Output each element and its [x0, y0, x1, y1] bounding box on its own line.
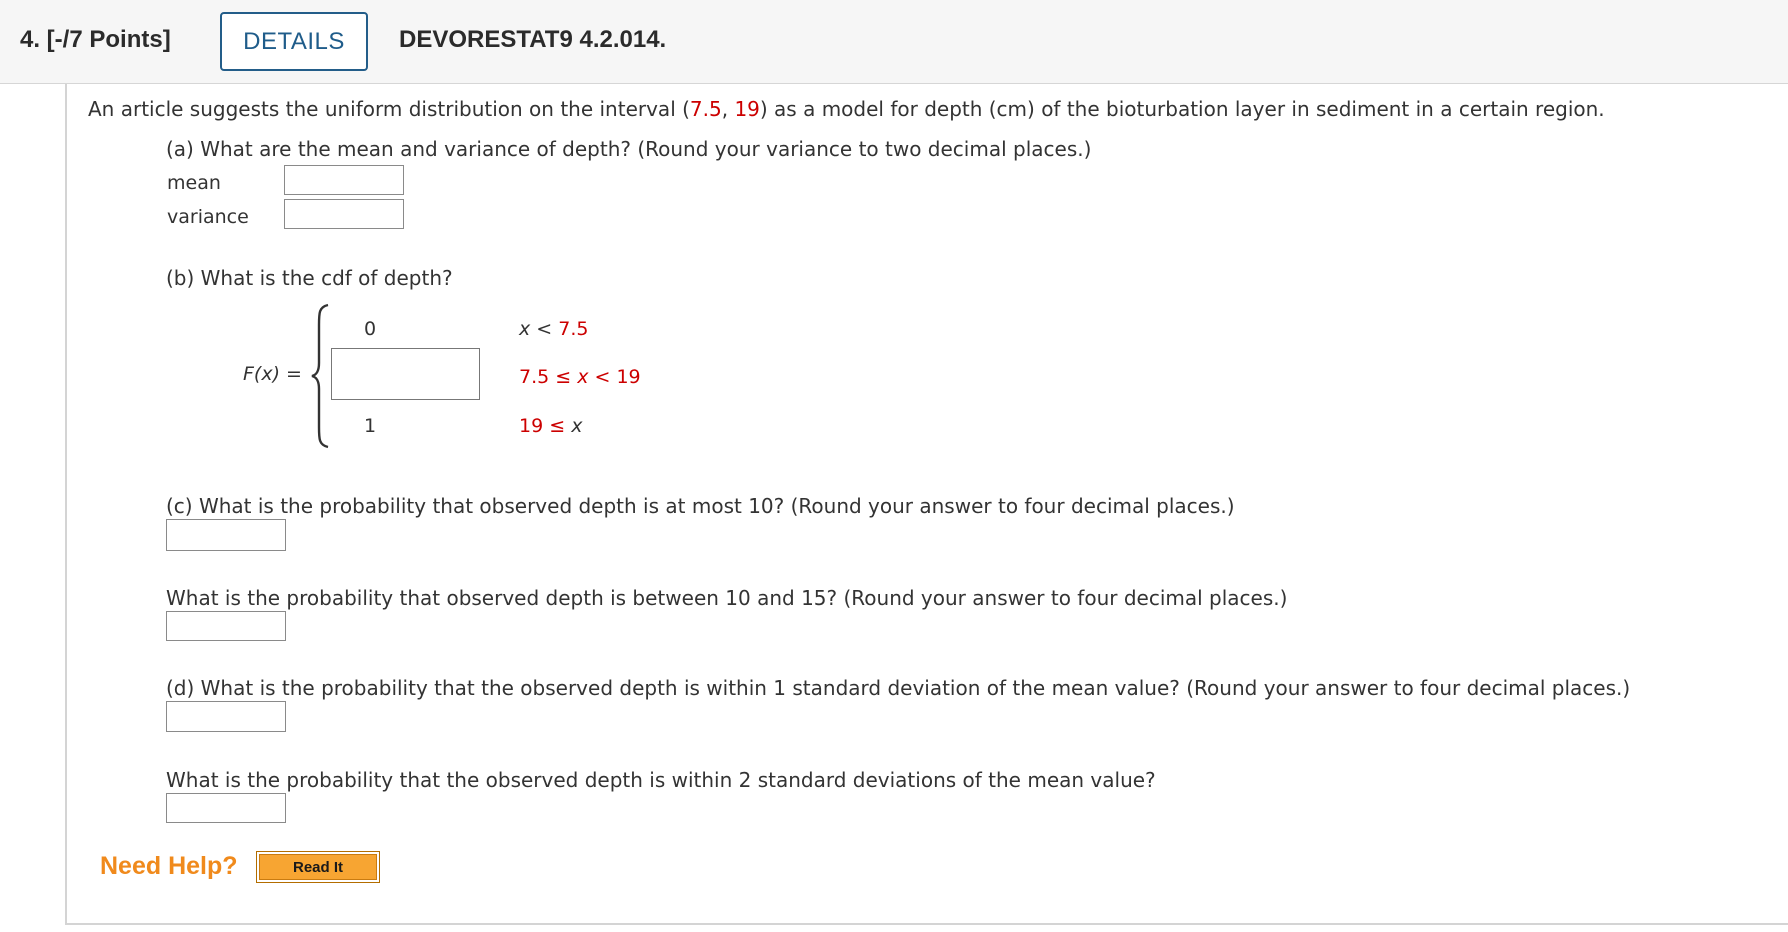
cdf-bound: 7.5: [519, 366, 550, 388]
cdf-row1-value: 0: [364, 318, 377, 340]
question-header: [0, 0, 1788, 84]
part-a-prompt: (a) What are the mean and variance of depth? (Round your variance to two decimal places.): [166, 137, 1092, 161]
cdf-op: <: [530, 318, 559, 340]
prob-within-1sd-input[interactable]: [166, 701, 286, 732]
cdf-bound: 19: [519, 415, 544, 437]
part-d-prompt: (d) What is the probability that the observed depth is within 1 standard deviation of the mean value? (Round your answer to four decimal places.): [166, 676, 1631, 700]
cdf-bound: 7.5: [558, 318, 589, 340]
cdf-op: ≤: [543, 415, 572, 437]
cdf-var: x: [571, 415, 583, 437]
intro-text-part: ) as a model for depth (cm) of the bioturbation layer in sediment in a certain region.: [759, 97, 1605, 121]
fx-label: [243, 363, 302, 385]
intro-comma: ,: [721, 97, 735, 121]
read-it-label: Read It: [259, 854, 377, 880]
mean-input[interactable]: [284, 165, 404, 195]
interval-lower: 7.5: [689, 97, 722, 121]
variance-input[interactable]: [284, 199, 404, 229]
cdf-row2-condition: [519, 366, 641, 388]
part-b-prompt: (b) What is the cdf of depth?: [166, 266, 453, 290]
prob-within-2sd-input[interactable]: [166, 793, 286, 823]
cdf-op: <: [588, 366, 617, 388]
cdf-var: x: [577, 366, 589, 388]
cdf-row3-condition: [519, 415, 582, 437]
question-number: 4. [-/7 Points]: [20, 26, 171, 53]
fx-label-text: F(x) =: [243, 363, 302, 385]
cdf-row1-condition: [519, 318, 588, 340]
part-c-prompt: (c) What is the probability that observed depth is at most 10? (Round your answer to four decimal places.): [166, 494, 1235, 518]
need-help-label: Need Help?: [100, 852, 238, 880]
part-d-second-prompt: What is the probability that the observed depth is within 2 standard deviations of the mean value?: [166, 768, 1156, 792]
variance-label: variance: [167, 206, 249, 228]
cdf-row3-value: 1: [364, 415, 377, 437]
assignment-code: DEVORESTAT9 4.2.014.: [399, 26, 667, 53]
prob-between-10-15-input[interactable]: [166, 611, 286, 641]
read-it-button[interactable]: [256, 851, 380, 883]
intro-text: [88, 97, 1605, 121]
details-button[interactable]: DETAILS: [220, 12, 368, 71]
mean-label: mean: [167, 172, 221, 194]
cdf-middle-input[interactable]: [331, 348, 480, 400]
cdf-var: x: [519, 318, 531, 340]
prob-at-most-10-input[interactable]: [166, 519, 286, 551]
part-c-second-prompt: What is the probability that observed depth is between 10 and 15? (Round your answer to four decimal places.): [166, 586, 1288, 610]
interval-upper: 19: [734, 97, 760, 121]
cdf-bound: 19: [616, 366, 641, 388]
cdf-op: ≤: [549, 366, 578, 388]
intro-text-part: An article suggests the uniform distribution on the interval (: [88, 97, 690, 121]
